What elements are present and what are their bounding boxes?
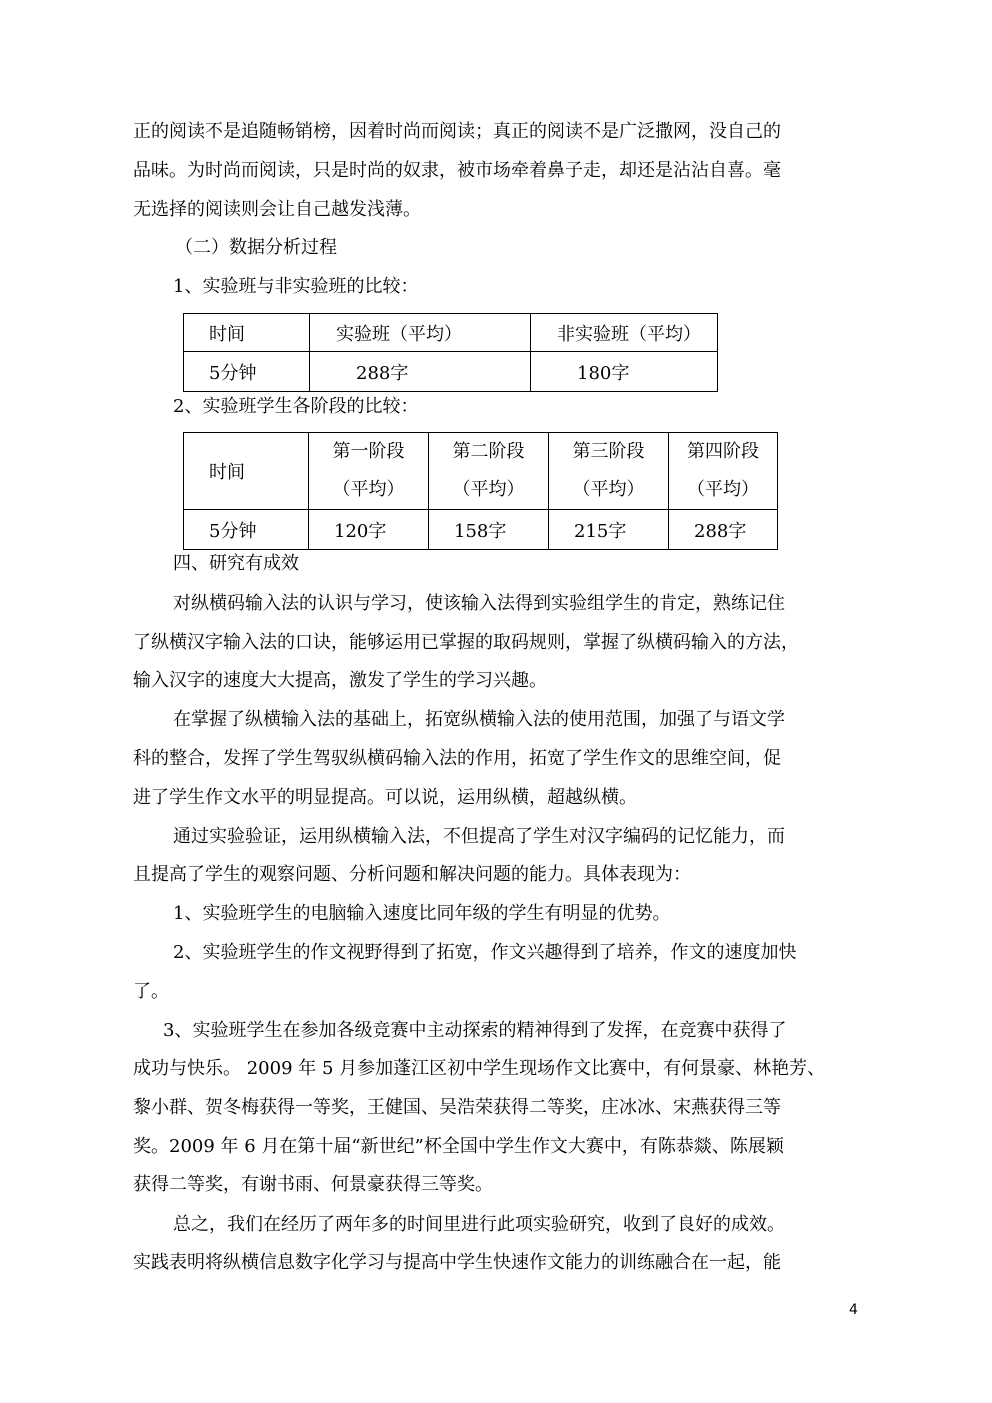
stage-name: 第一阶段 [332,441,405,462]
table2-caption: 2、实验班学生各阶段的比较： [173,396,419,417]
body-text-line: 了纵横汉字输入法的口诀，能够运用已掌握的取码规则，掌握了纵横码输入的方法， [133,632,799,653]
stage-name: 第三阶段 [572,441,645,462]
list-item: 1、实验班学生的电脑输入速度比同年级的学生有明显的优势。 [173,903,671,924]
body-text-line: 进了学生作文水平的明显提高。可以说，运用纵横，超越纵横。 [133,787,637,808]
body-text-line: 实践表明将纵横信息数字化学习与提高中学生快速作文能力的训练融合在一起，能 [133,1252,781,1273]
list-item: 2、实验班学生的作文视野得到了拓宽，作文兴趣得到了培养，作文的速度加快 [173,942,797,963]
list-item: 获得二等奖，有谢书雨、何景豪获得三等奖。 [133,1174,493,1195]
table-header-cell: 时间 [184,314,310,352]
body-text-line: 正的阅读不是追随畅销榜，因着时尚而阅读；真正的阅读不是广泛撒网，没自己的 [133,121,781,142]
body-text-line: 通过实验验证，运用纵横输入法，不但提高了学生对汉字编码的记忆能力，而 [173,826,785,847]
table-header-cell [309,433,429,510]
body-text-line: 且提高了学生的观察问题、分析问题和解决问题的能力。具体表现为： [133,864,691,885]
body-text-line: 在掌握了纵横输入法的基础上，拓宽纵横输入法的使用范围，加强了与语文学 [173,709,785,730]
table-cell: 120字 [309,510,429,550]
table-header-cell: 实验班（平均） [310,314,531,352]
table-header-cell [429,433,549,510]
table-cell: 215字 [549,510,669,550]
table-header-cell [669,433,778,510]
list-item: 成功与快乐。 2009 年 5 月参加蓬江区初中学生现场作文比赛中，有何景豪、林艳芳、 [133,1058,826,1079]
stage-table [183,432,778,550]
table-header-cell: 时间 [184,433,309,510]
body-text-line: 无选择的阅读则会让自己越发浅薄。 [133,199,421,220]
table-cell: 288字 [310,352,531,392]
section-heading: （二）数据分析过程 [175,237,337,258]
table-cell: 5分钟 [184,510,309,550]
stage-note: （平均） [572,479,645,500]
table-header-cell [549,433,669,510]
table-header-cell: 非实验班（平均） [531,314,718,352]
section-heading-4: 四、研究有成效 [173,553,299,574]
table1-caption: 1、实验班与非实验班的比较： [173,276,419,297]
table-cell: 180字 [531,352,718,392]
stage-note: （平均） [687,479,759,500]
list-item: 了。 [133,981,169,1002]
body-text-line: 品味。为时尚而阅读，只是时尚的奴隶，被市场牵着鼻子走，却还是沾沾自喜。毫 [133,160,781,181]
list-item: 奖。2009 年 6 月在第十届“新世纪”杯全国中学生作文大赛中，有陈恭燚、陈展颖 [133,1136,784,1157]
stage-note: （平均） [332,479,405,500]
stage-name: 第二阶段 [452,441,525,462]
body-text-line: 总之，我们在经历了两年多的时间里进行此项实验研究，收到了良好的成效。 [173,1214,785,1235]
body-text-line: 科的整合，发挥了学生驾驭纵横码输入法的作用，拓宽了学生作文的思维空间，促 [133,748,781,769]
stage-name: 第四阶段 [687,441,759,462]
body-text-line: 对纵横码输入法的认识与学习，使该输入法得到实验组学生的肯定，熟练记住 [173,593,785,614]
table-cell: 288字 [669,510,778,550]
list-item: 3、实验班学生在参加各级竞赛中主动探索的精神得到了发挥，在竞赛中获得了 [163,1020,787,1041]
comparison-table [183,313,718,392]
page-number: 4 [849,1302,858,1318]
stage-note: （平均） [452,479,525,500]
list-item: 黎小群、贺冬梅获得一等奖，王健国、吴浩荣获得二等奖，庄冰冰、宋燕获得三等 [133,1097,781,1118]
table-cell: 158字 [429,510,549,550]
body-text-line: 输入汉字的速度大大提高，激发了学生的学习兴趣。 [133,670,547,691]
table-cell: 5分钟 [184,352,310,392]
